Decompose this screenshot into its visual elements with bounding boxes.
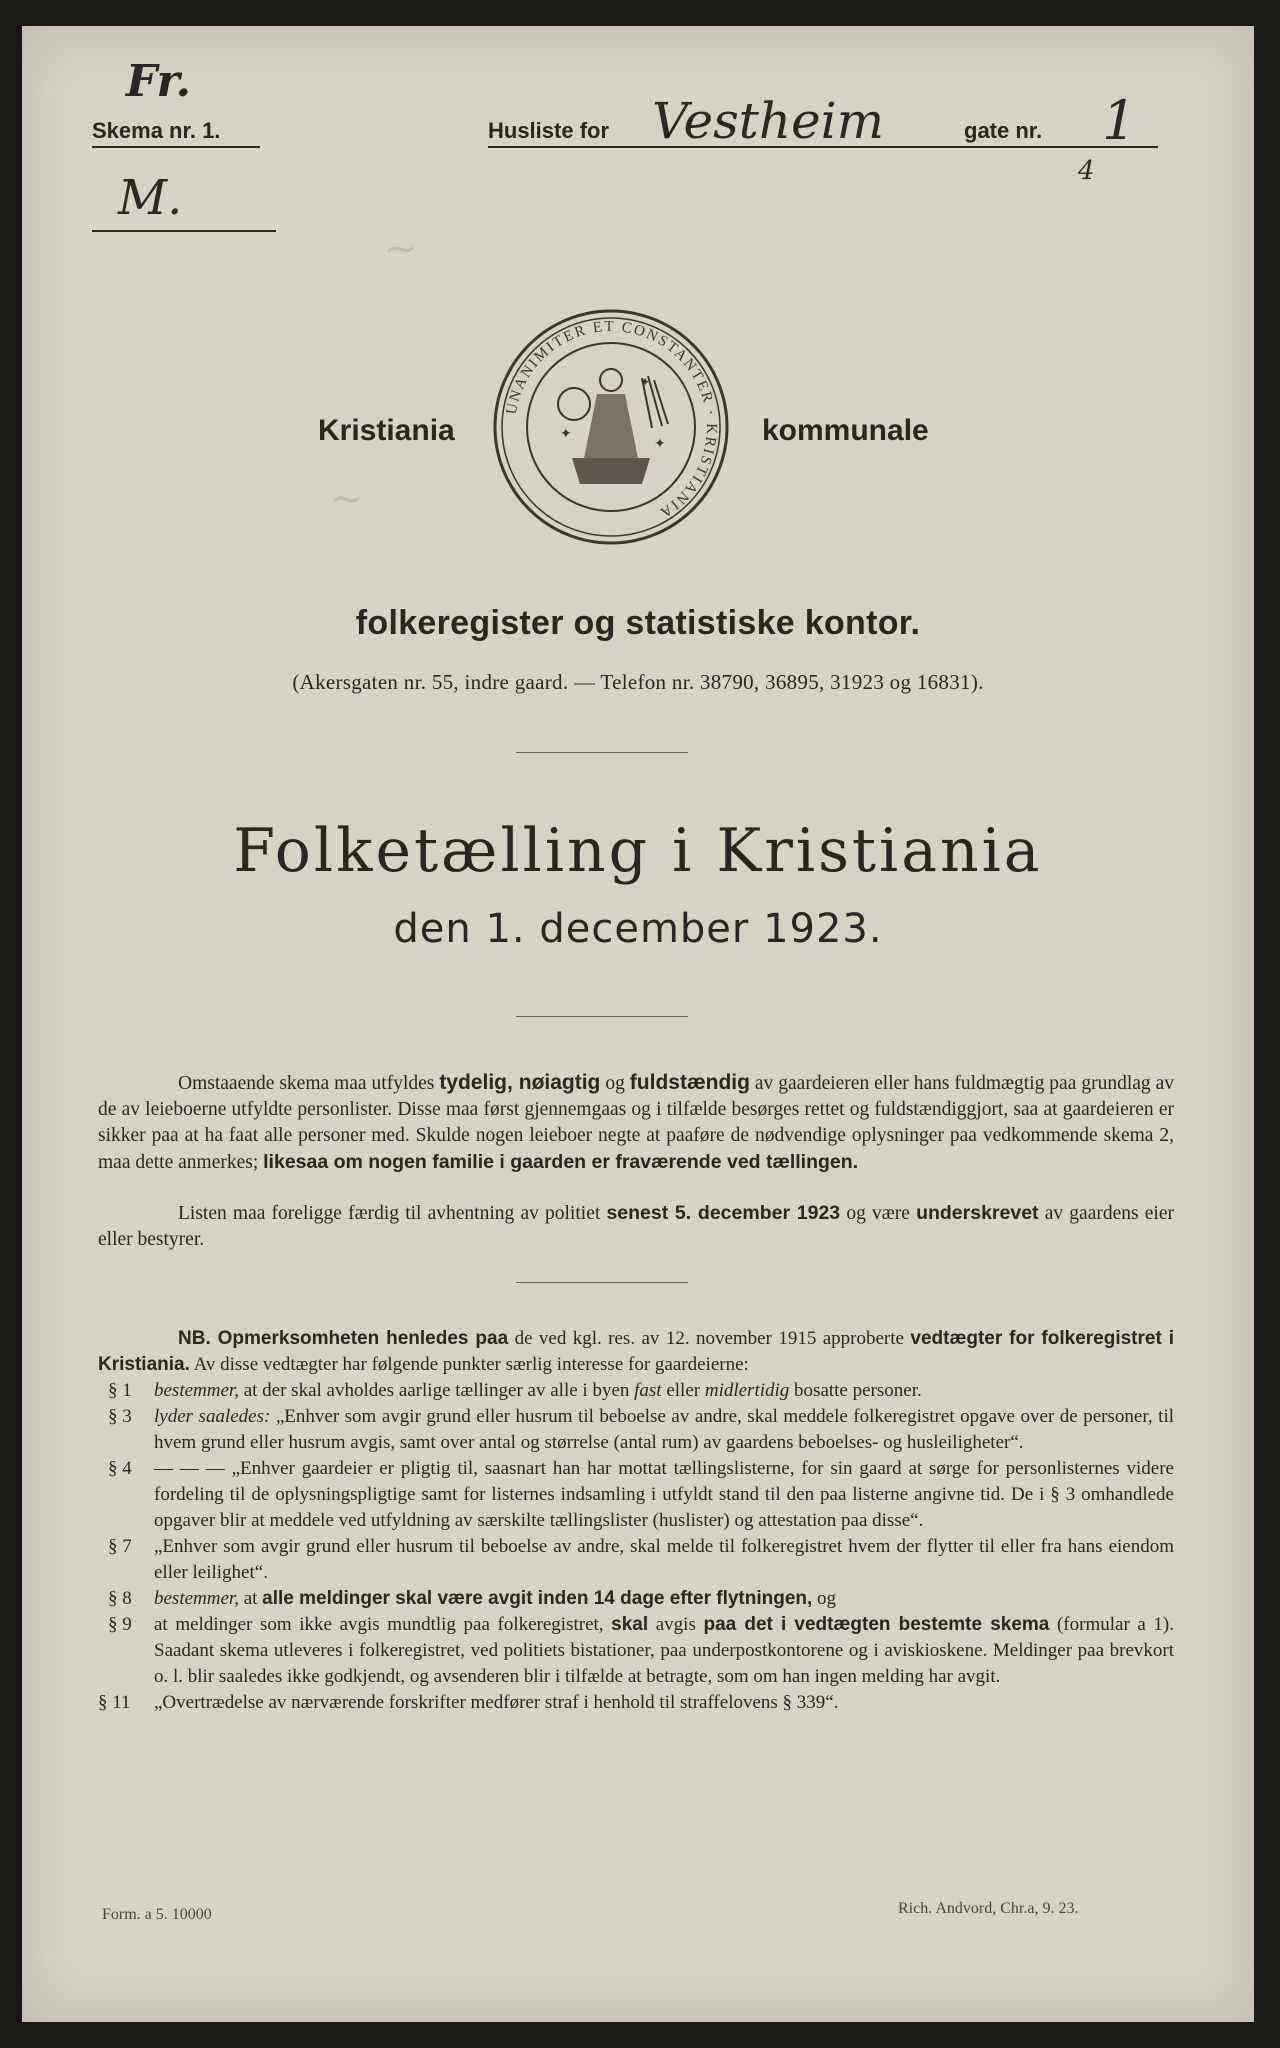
divider [516, 1282, 688, 1283]
svg-text:✦: ✦ [654, 437, 666, 452]
nb-intro: NB. Opmerksomheten henledes paa de ved kgl. res. av 12. november 1915 approberte vedtægter for folkeregistret i Kristiania. Av disse vedtægter har følgende punkter særlig interesse for gaardeierne: [98, 1328, 1174, 1375]
census-date: den 1. december 1923. [393, 906, 883, 952]
street-name-handwritten: Vestheim [652, 92, 885, 150]
paragraph-9: § 9 at meldinger som ikke avgis mundtlig paa folkeregistret, skal avgis paa det i vedtægten bestemte skema (formular a 1). Saadant skema utleveres i folkeregistret, ved politiets bistationer, paa underpostkontorene og i aviskioskene. Meldinger paa brevkort o. l. blir saaledes ikke godkjendt, og avsenderen blir i tilfælde at betragte, som om han ingen melding har avgit. [108, 1614, 1175, 1687]
paragraph-11: § 11 „Overtrædelse av nærværende forskrifter medfører straf i henhold til straffelovens § 339“. [98, 1692, 839, 1713]
small-number-handwritten: 4 [1078, 156, 1095, 186]
form-number: Form. a 5. 10000 [102, 1906, 212, 1923]
office-name: folkeregister og statistiske kontor. [355, 604, 921, 642]
paragraph-7: § 7 „Enhver som avgir grund eller husrum til beboelse av andre, skal melde til folkeregistret hvem der flytter til eller fra hans eiendom eller leilighet“. [108, 1536, 1174, 1583]
svg-text:✦: ✦ [560, 427, 572, 442]
paragraph-1: § 1 bestemmer, at der skal avholdes aarlige tællinger av alle i byen fast eller midlertidig bosatte personer. [108, 1380, 922, 1401]
divider [516, 752, 688, 753]
paragraph-3: § 3 lyder saaledes: „Enhver som avgir grund eller husrum til beboelse av andre, skal meddele folkeregistret opgave over de personer, til hvem grund eller husrum avgis, samt over antal og størrelse (antal rum) av gaardens beboelses- og husleiligheter“. [108, 1406, 1174, 1453]
instructions-paragraph: Omstaaende skema maa utfyldes tydelig, nøiagtig og fuldstændig av gaardeieren eller hans fuldmægtig paa grundlag av de av leieboerne utfyldte personlister. Disse maa først gjennemgaas og i tilfælde besørges rettet og fuldstændiggjort, saa at gaardeieren er sikker paa at ha faat alle personer med. Skulde nogen leieboer negte at paaføre de nødvendige oplysninger paa vedkommende skema 2, maa dette anmerkes; likesaa om nogen familie i gaarden er fraværende ved tællingen. [98, 1071, 1174, 1173]
census-form-page [22, 26, 1254, 2022]
office-left-text: Kristiania [318, 414, 455, 447]
nb-section [98, 1326, 1174, 1716]
stamp-m: M. [118, 170, 183, 226]
main-title: Folketælling i Kristiania [233, 816, 1043, 886]
divider [516, 1016, 688, 1017]
gate-label: gate nr. [964, 118, 1043, 143]
skema-label: Skema nr. 1. [92, 118, 260, 148]
printer-imprint: Rich. Andvord, Chr.a, 9. 23. [898, 1900, 1079, 1917]
bleed-through-mark: ~ [384, 226, 418, 272]
seal-ring-text: UNANIMITER ET CONSTANTER · KRISTIANIA [503, 318, 720, 522]
city-seal [492, 308, 730, 546]
office-right-text: kommunale [762, 414, 929, 447]
gate-number-handwritten: 1 [1102, 89, 1137, 152]
paragraph-4: § 4 — — — „Enhver gaardeier er pligtig til, saasnart han har mottat tællingslisterne, for sin gaard at sørge for personlisternes videre fordeling til de oplysningspligtige samt for listernes indsamling i utfyldt stand til den paa listerne angivne tid. De i § 3 omhandlede opgaver blir at meddele ved utfyldning av særskilte tællingslister (huslister) og attestation paa disse“. [108, 1458, 1174, 1531]
husliste-line [488, 86, 1158, 152]
office-address: (Akersgaten nr. 55, indre gaard. — Telefon nr. 38790, 36895, 31923 og 16831). [292, 670, 984, 694]
stamp-m-field [92, 166, 276, 232]
svg-text:✦: ✦ [640, 375, 651, 389]
bleed-through-mark: ~ [330, 476, 364, 522]
deadline-paragraph: Listen maa foreligge færdig til avhentning av politiet senest 5. december 1923 og være underskrevet av gaardens eier eller bestyrer. [98, 1202, 1174, 1250]
paragraph-8: § 8 bestemmer, at alle meldinger skal være avgit inden 14 dage efter flytningen, og [108, 1588, 837, 1609]
husliste-label: Husliste for [488, 118, 610, 143]
stamp-fr: Fr. [126, 56, 191, 107]
